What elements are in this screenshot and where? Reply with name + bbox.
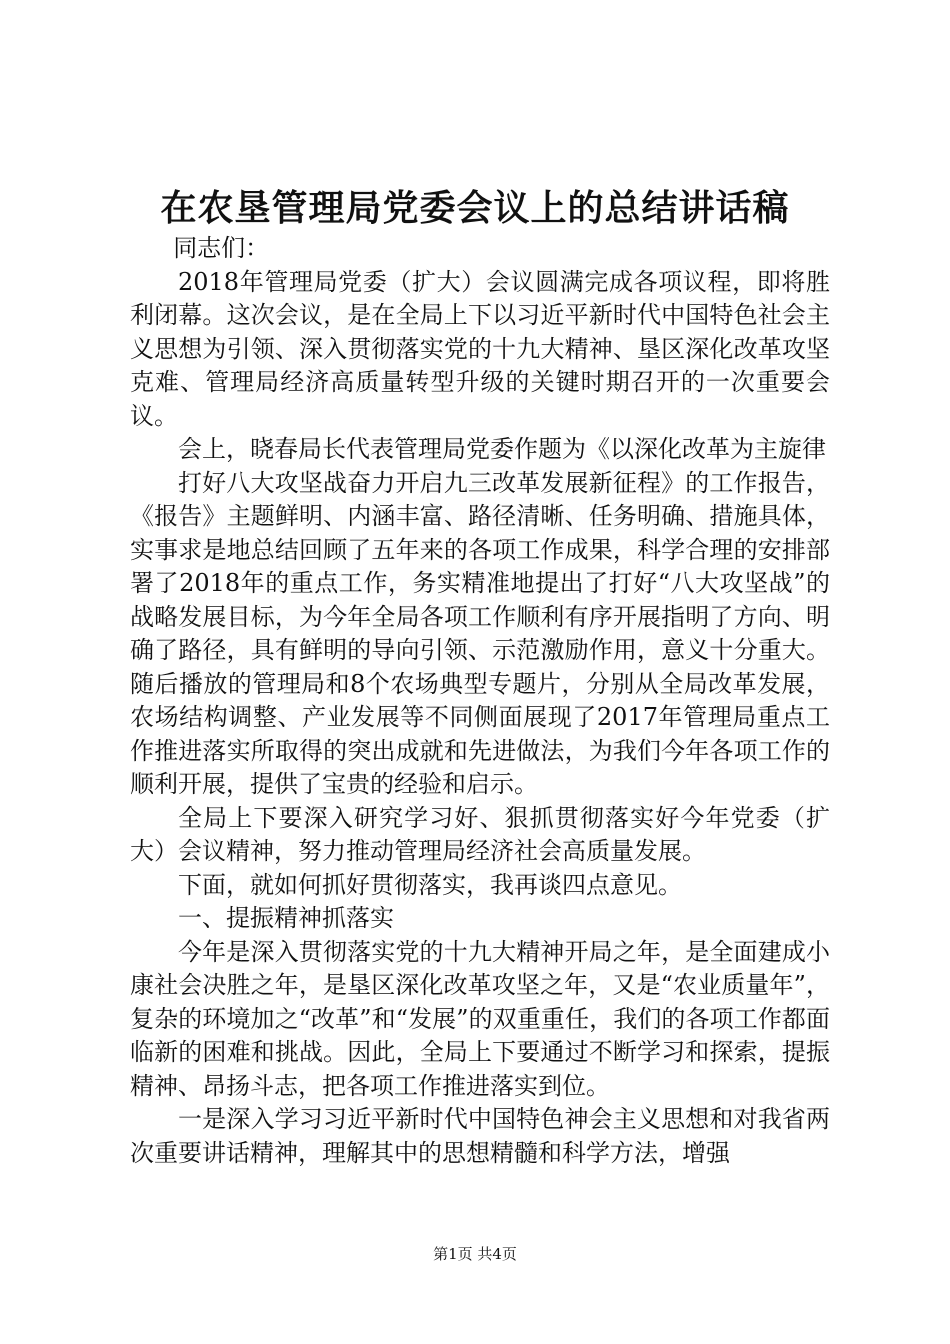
body-paragraph: 全局上下要深入研究学习好、狠抓贯彻落实好今年党委（扩大）会议精神，努力推动管理局经济社会高质量发展。: [130, 803, 830, 865]
document-body: [130, 232, 830, 1170]
document-title: 在农垦管理局党委会议上的总结讲话稿: [160, 187, 790, 229]
body-paragraph: 一是深入学习习近平新时代中国特色神会主义思想和对我省两次重要讲话精神，理解其中的思想精髓和科学方法，增强: [130, 1105, 830, 1167]
page-footer: 第1页 共4页: [433, 1245, 517, 1263]
section-heading: 一、提振精神抓落实: [178, 904, 394, 932]
body-paragraph: 今年是深入贯彻落实党的十九大精神开局之年，是全面建成小康社会决胜之年，是垦区深化改革攻坚之年，又是“农业质量年”，复杂的环境加之“改革”和“发展”的双重重任，我们的各项工作都面临新的困难和挑战。因此，全局上下要通过不断学习和探索，提振精神、昂扬斗志，把各项工作推进落实到位。: [130, 937, 830, 1100]
body-paragraph: 2018年管理局党委（扩大）会议圆满完成各项议程，即将胜利闭幕。这次会议，是在全局上下以习近平新时代中国特色社会主义思想为引领、深入贯彻落实党的十九大精神、垦区深化改革攻坚克难、管理局经济高质量转型升级的关键时期召开的一次重要会议。: [130, 267, 830, 430]
body-paragraph: 打好八大攻坚战奋力开启九三改革发展新征程》的工作报告，《报告》主题鲜明、内涵丰富、路径清晰、任务明确、措施具体，实事求是地总结回顾了五年来的各项工作成果，科学合理的安排部署了2018年的重点工作，务实精准地提出了打好“八大攻坚战”的战略发展目标，为今年全局各项工作顺利有序开展指明了方向、明确了路径，具有鲜明的导向引领、示范激励作用，意义十分重大。随后播放的管理局和8个农场典型专题片，分别从全局改革发展，农场结构调整、产业发展等不同侧面展现了2017年管理局重点工作推进落实所取得的突出成就和先进做法，为我们今年各项工作的顺利开展，提供了宝贵的经验和启示。: [130, 468, 830, 798]
body-paragraph: 下面，就如何抓好贯彻落实，我再谈四点意见。: [178, 870, 682, 899]
salutation-paragraph: 同志们：: [173, 234, 270, 262]
body-paragraph: 会上，晓春局长代表管理局党委作题为《以深化改革为主旋律: [178, 435, 826, 463]
